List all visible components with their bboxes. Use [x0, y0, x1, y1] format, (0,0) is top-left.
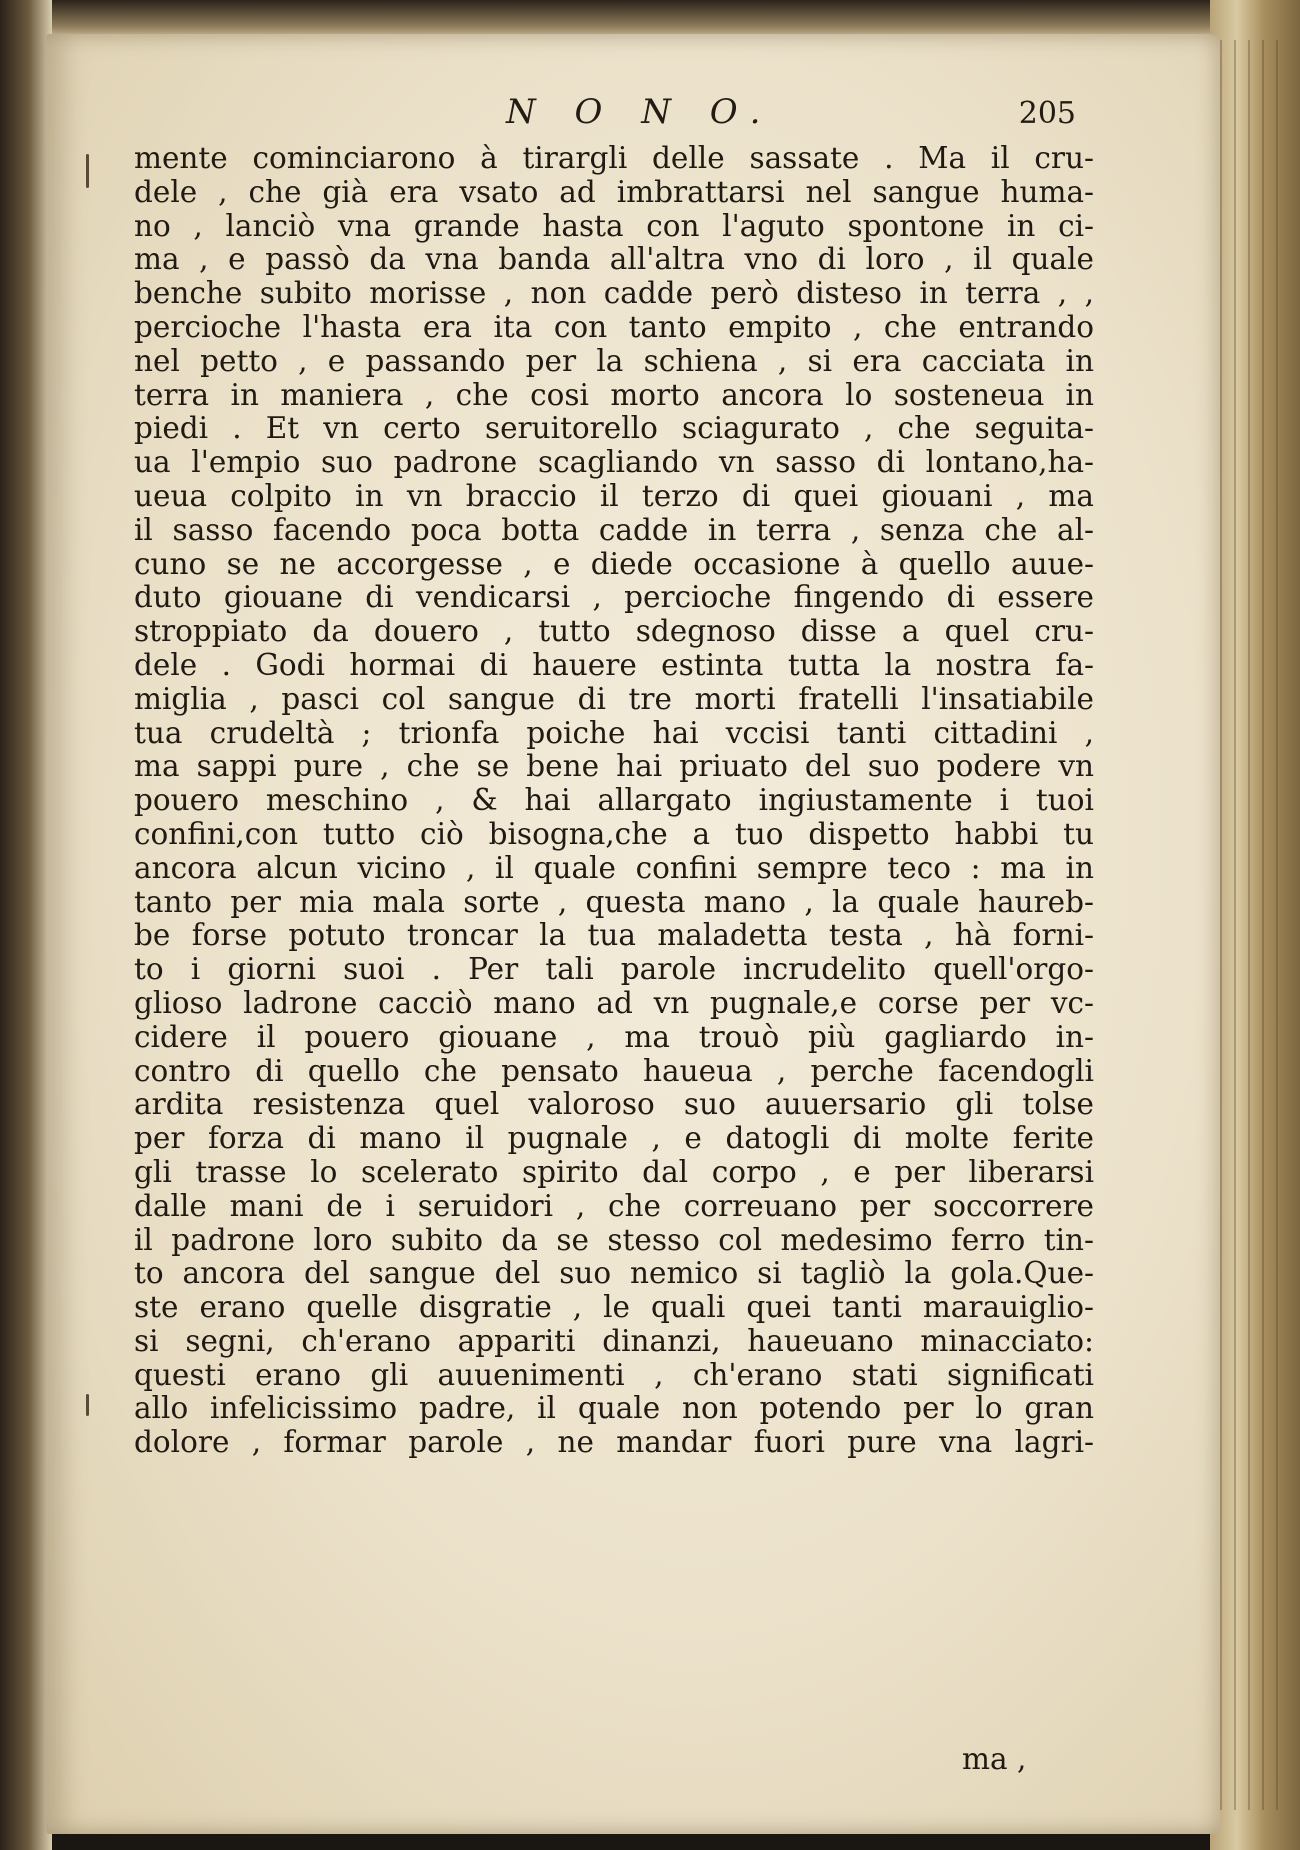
- text-line: dele . Godi hormai di hauere estinta tutta la nostra fa-: [134, 648, 1094, 682]
- text-line: terra in maniera , che cosi morto ancora lo sosteneua in: [134, 378, 1094, 412]
- text-line: nel petto , e passando per la schiena , si era cacciata in: [134, 344, 1094, 378]
- text-line: dolore , formar parole , ne mandar fuori pure vna lagri-: [134, 1426, 1094, 1460]
- running-title: N O N O.: [506, 92, 775, 132]
- text-line: contro di quello che pensato haueua , perche facendogli: [134, 1054, 1094, 1088]
- scan-top-edge: [0, 0, 1300, 38]
- text-line: ancora alcun vicino , il quale confini sempre teco : ma in: [134, 851, 1094, 885]
- text-line: cidere il pouero giouane , ma trouò più gagliardo in-: [134, 1020, 1094, 1054]
- text-line: miglia , pasci col sangue di tre morti fratelli l'insatiabile: [134, 682, 1094, 716]
- text-line: tanto per mia mala sorte , questa mano , la quale haureb-: [134, 885, 1094, 919]
- text-line: questi erano gli auuenimenti , ch'erano stati significati: [134, 1358, 1094, 1392]
- text-line: mente cominciarono à tirargli delle sassate . Ma il cru-: [134, 142, 1094, 175]
- text-line: benche subito morisse , non cadde però disteso in terra , ,: [134, 277, 1094, 311]
- book-page-edges: [1210, 0, 1300, 1850]
- text-line: to i giorni suoi . Per tali parole incrudelito quell'orgo-: [134, 953, 1094, 987]
- text-line: per forza di mano il pugnale , e datogli di molte ferite: [134, 1122, 1094, 1156]
- text-line: pouero meschino , & hai allargato ingiustamente i tuoi: [134, 784, 1094, 818]
- text-line: ma , e passò da vna banda all'altra vno di loro , il quale: [134, 243, 1094, 277]
- margin-mark: [86, 154, 89, 188]
- text-line: ua l'empio suo padrone scagliando vn sasso di lontano,ha-: [134, 446, 1094, 480]
- text-line: si segni, ch'erano appariti dinanzi, haueuano minacciato:: [134, 1324, 1094, 1358]
- text-line: no , lanciò vna grande hasta con l'aguto spontone in ci-: [134, 209, 1094, 243]
- text-line: allo infelicissimo padre, il quale non potendo per lo gran: [134, 1392, 1094, 1426]
- text-line: duto giouane di vendicarsi , percioche fingendo di essere: [134, 581, 1094, 615]
- text-line: cuno se ne accorgesse , e diede occasione à quello auue-: [134, 547, 1094, 581]
- text-line: confini,con tutto ciò bisogna,che a tuo dispetto habbi tu: [134, 817, 1094, 851]
- text-line: gli trasse lo scelerato spirito dal corpo , e per liberarsi: [134, 1155, 1094, 1189]
- text-line: tua crudeltà ; trionfa poiche hai vccisi tanti cittadini ,: [134, 716, 1094, 750]
- text-line: ste erano quelle disgratie , le quali quei tanti marauiglio-: [134, 1291, 1094, 1325]
- page-header: [136, 92, 1076, 142]
- text-line: glioso ladrone cacciò mano ad vn pugnale,e corse per vc-: [134, 986, 1094, 1020]
- scan-left-edge: [0, 0, 52, 1850]
- text-line: be forse potuto troncar la tua maladetta testa , hà forni-: [134, 919, 1094, 953]
- text-line: ma sappi pure , che se bene hai priuato del suo podere vn: [134, 750, 1094, 784]
- text-line: il sasso facendo poca botta cadde in terra , senza che al-: [134, 513, 1094, 547]
- body-text: [134, 142, 1094, 1460]
- text-line: percioche l'hasta era ita con tanto empito , che entrando: [134, 310, 1094, 344]
- text-line: dele , che già era vsato ad imbrattarsi nel sangue huma-: [134, 175, 1094, 209]
- text-line: piedi . Et vn certo seruitorello sciagurato , che seguita-: [134, 412, 1094, 446]
- margin-mark: [86, 1394, 89, 1416]
- text-line: stroppiato da douero , tutto sdegnoso disse a quel cru-: [134, 615, 1094, 649]
- text-line: dalle mani de i seruidori , che correuano per soccorrere: [134, 1189, 1094, 1223]
- book-page: [46, 34, 1220, 1834]
- catchword: ma ,: [962, 1742, 1027, 1776]
- page-number: 205: [1018, 96, 1076, 131]
- text-line: il padrone loro subito da se stesso col medesimo ferro tin-: [134, 1223, 1094, 1257]
- text-line: ueua colpito in vn braccio il terzo di quei giouani , ma: [134, 479, 1094, 513]
- text-line: ardita resistenza quel valoroso suo auuersario gli tolse: [134, 1088, 1094, 1122]
- text-line: to ancora del sangue del suo nemico si tagliò la gola.Que-: [134, 1257, 1094, 1291]
